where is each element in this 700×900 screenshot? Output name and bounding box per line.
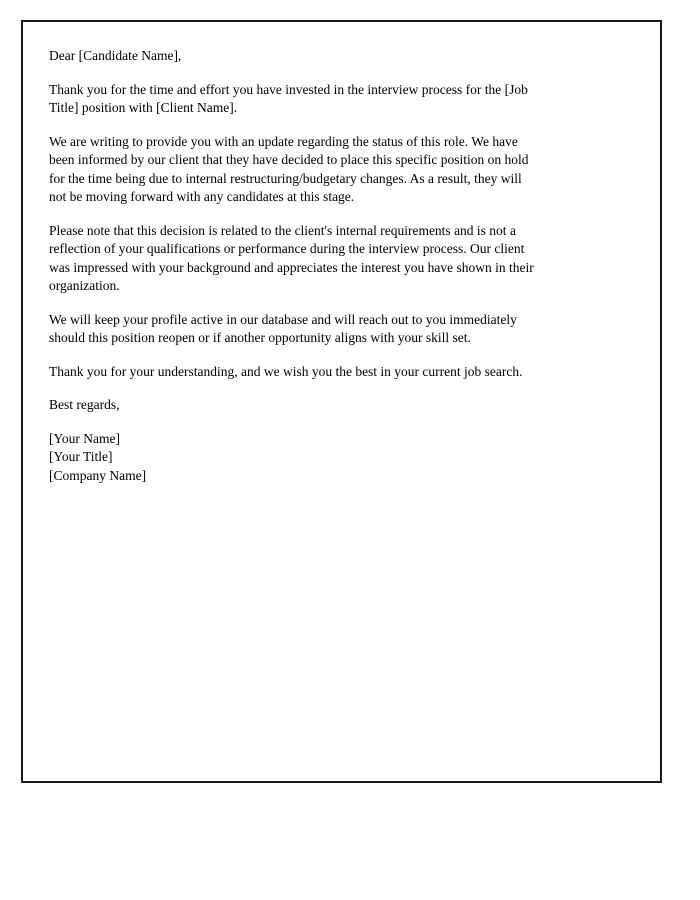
- paragraph-profile-active: We will keep your profile active in our database and will reach out to you immediately should this position reopen or if another opportunity aligns with your skill set.: [49, 311, 517, 345]
- paragraph-well-wishes: Thank you for your understanding, and we wish you the best in your current job search.: [49, 363, 523, 379]
- signature-block: [Your Name] [Your Title] [Company Name]: [49, 430, 147, 483]
- paragraph-not-a-reflection: Please note that this decision is related to the client's internal requirements and is not a reflection of your qualifications or performance during the interview process. Our client was impressed with your background and appreciates the interest you have shown in their organization.: [49, 222, 534, 293]
- closing: Best regards,: [49, 397, 120, 412]
- salutation: Dear [Candidate Name],: [49, 48, 182, 63]
- letter-page: [21, 20, 662, 783]
- paragraph-thank-you: Thank you for the time and effort you have invested in the interview process for the [Job Title] position with [Client Name].: [49, 81, 528, 115]
- paragraph-status-update: We are writing to provide you with an update regarding the status of this role. We have been informed by our client that they have decided to place this specific position on hold for the time being due to internal restructuring/budgetary changes. As a result, they will not be moving forward with any candidates at this stage.: [49, 133, 529, 204]
